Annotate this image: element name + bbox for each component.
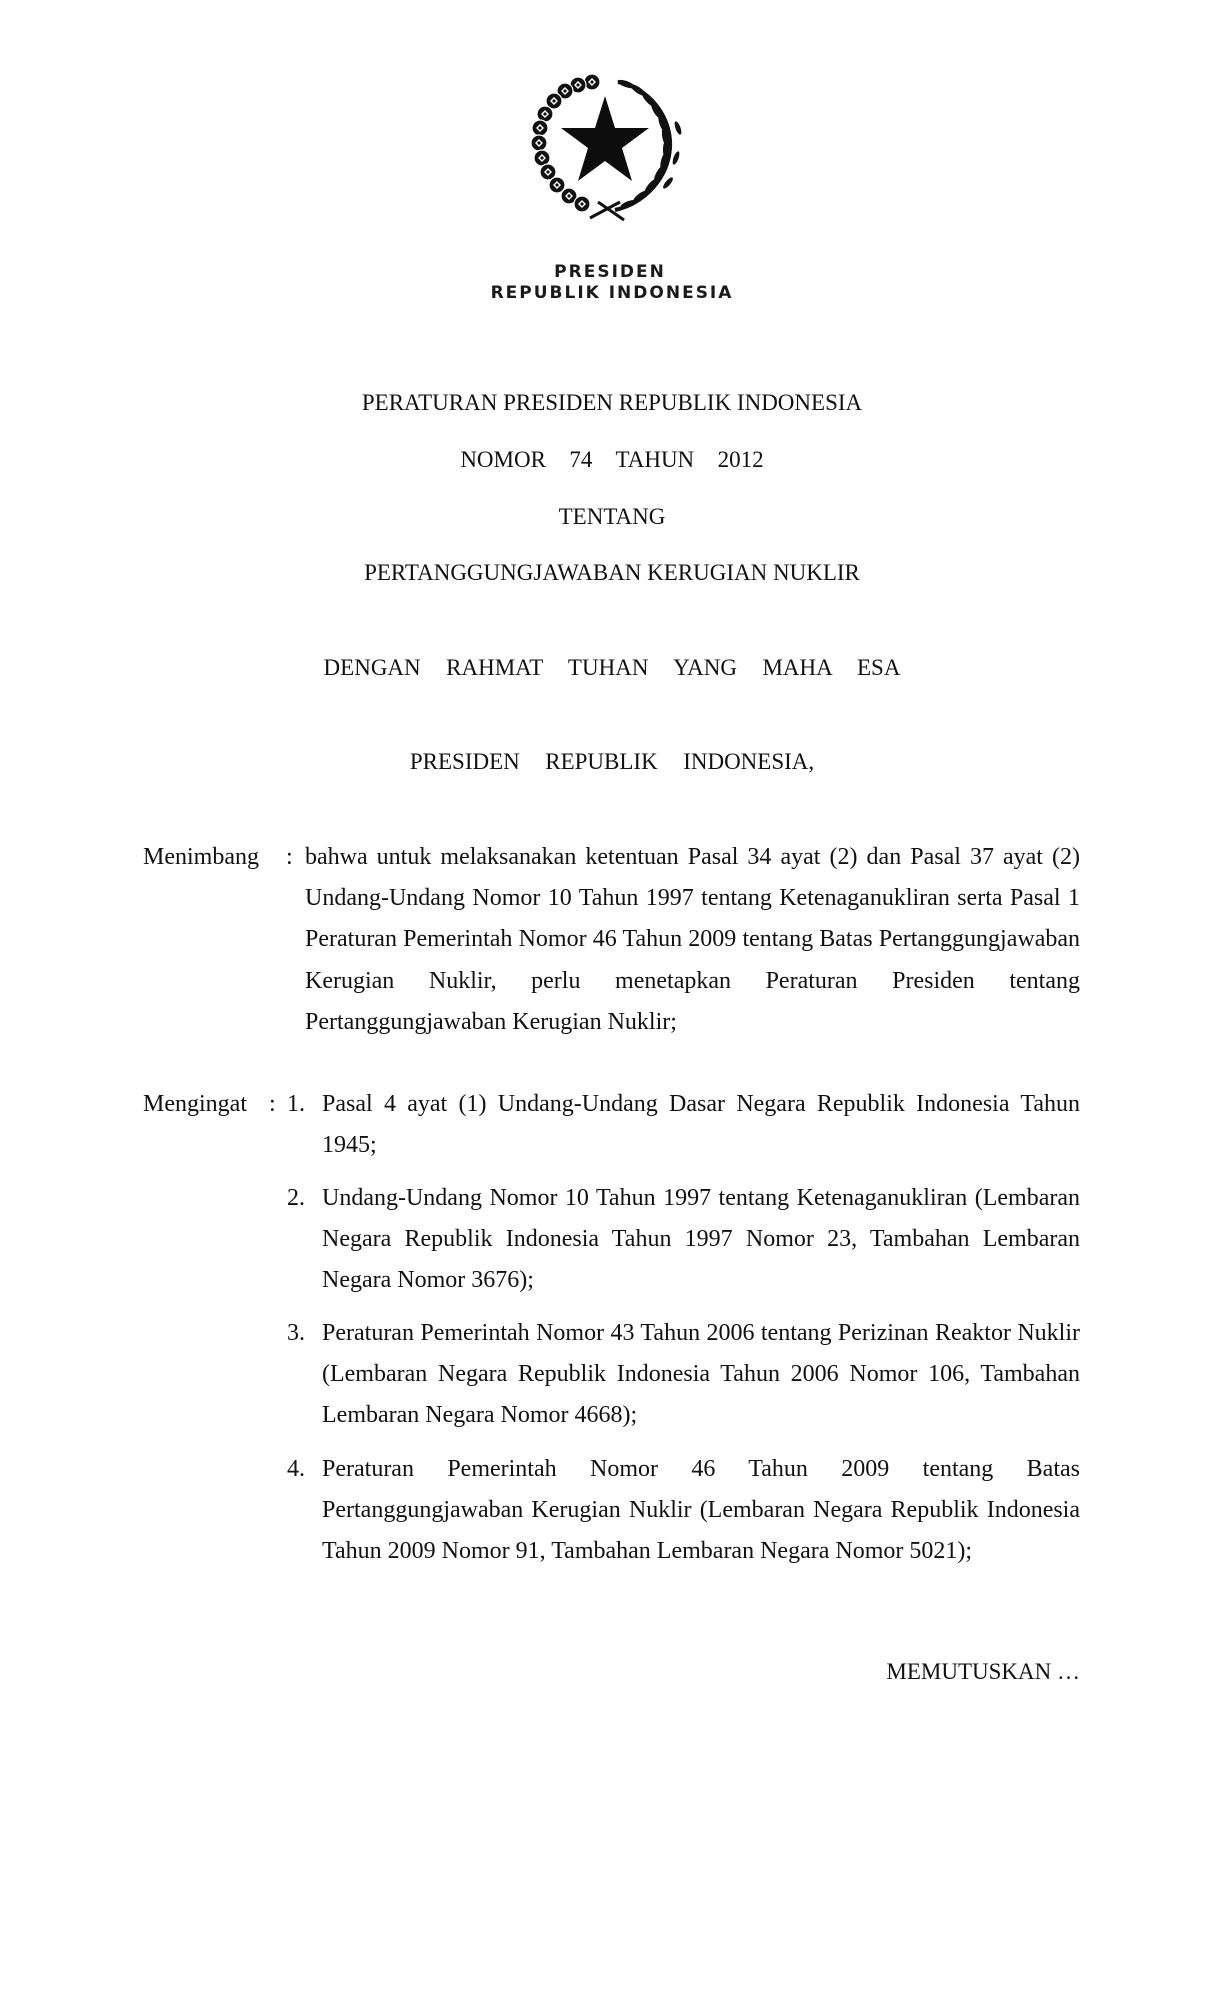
menimbang-label: Menimbang <box>143 844 259 870</box>
list-item-number: 4. <box>287 1456 305 1482</box>
invocation: DENGAN RAHMAT TUHAN YANG MAHA ESA <box>323 655 901 680</box>
mengingat-label: Mengingat <box>143 1091 247 1117</box>
menimbang-colon: : <box>286 844 293 870</box>
list-item-text: Peraturan Pemerintah Nomor 43 Tahun 2006 tentang Perizinan Reaktor Nuklir (Lembaran Negara Republik Indonesia Tahun 2006 Nomor 106, Tambahan Lembaran Negara Nomor 4668); <box>322 1320 1080 1429</box>
menimbang-text: bahwa untuk melaksanakan ketentuan Pasal 34 ayat (2) dan Pasal 37 ayat (2) Undang-Undang Nomor 10 Tahun 1997 tentang Ketenaganukliran serta Pasal 1 Peraturan Pemerintah Nomor 46 Tahun 2009 tentang Batas Pertanggungjawaban Kerugian Nuklir, perlu menetapkan Peraturan Presiden tentang Pertanggungjawaban Kerugian Nuklir; <box>305 844 1080 1035</box>
issuer: PRESIDEN REPUBLIK INDONESIA, <box>409 749 815 774</box>
mengingat-colon: : <box>269 1091 276 1117</box>
list-item-text: Peraturan Pemerintah Nomor 46 Tahun 2009 tentang Batas Pertanggungjawaban Kerugian Nuklir (Lembaran Negara Republik Indonesia Tahun 2009 Nomor 91, Tambahan Lembaran Negara Nomor 5021); <box>322 1456 1080 1565</box>
letterhead-presiden: PRESIDEN <box>554 262 666 282</box>
document-number: NOMOR 74 TAHUN 2012 <box>460 447 764 472</box>
list-item-text: Undang-Undang Nomor 10 Tahun 1997 tentang Ketenaganukliran (Lembaran Negara Republik Indonesia Tahun 1997 Nomor 23, Tambahan Lembaran Negara Nomor 3676); <box>322 1185 1080 1294</box>
document-title: PERATURAN PRESIDEN REPUBLIK INDONESIA <box>361 390 863 415</box>
document-subject: PERTANGGUNGJAWABAN KERUGIAN NUKLIR <box>364 560 860 585</box>
list-item-number: 1. <box>287 1091 305 1117</box>
list-item-number: 3. <box>287 1320 305 1346</box>
list-item-text: Pasal 4 ayat (1) Undang-Undang Dasar Negara Republik Indonesia Tahun 1945; <box>322 1091 1080 1159</box>
list-item-number: 2. <box>287 1185 305 1211</box>
letterhead-republik-indonesia: REPUBLIK INDONESIA <box>490 283 734 303</box>
page-continuation-marker: MEMUTUSKAN … <box>886 1659 1080 1684</box>
document-tentang: TENTANG <box>558 504 666 529</box>
presidential-emblem-icon <box>520 68 690 228</box>
